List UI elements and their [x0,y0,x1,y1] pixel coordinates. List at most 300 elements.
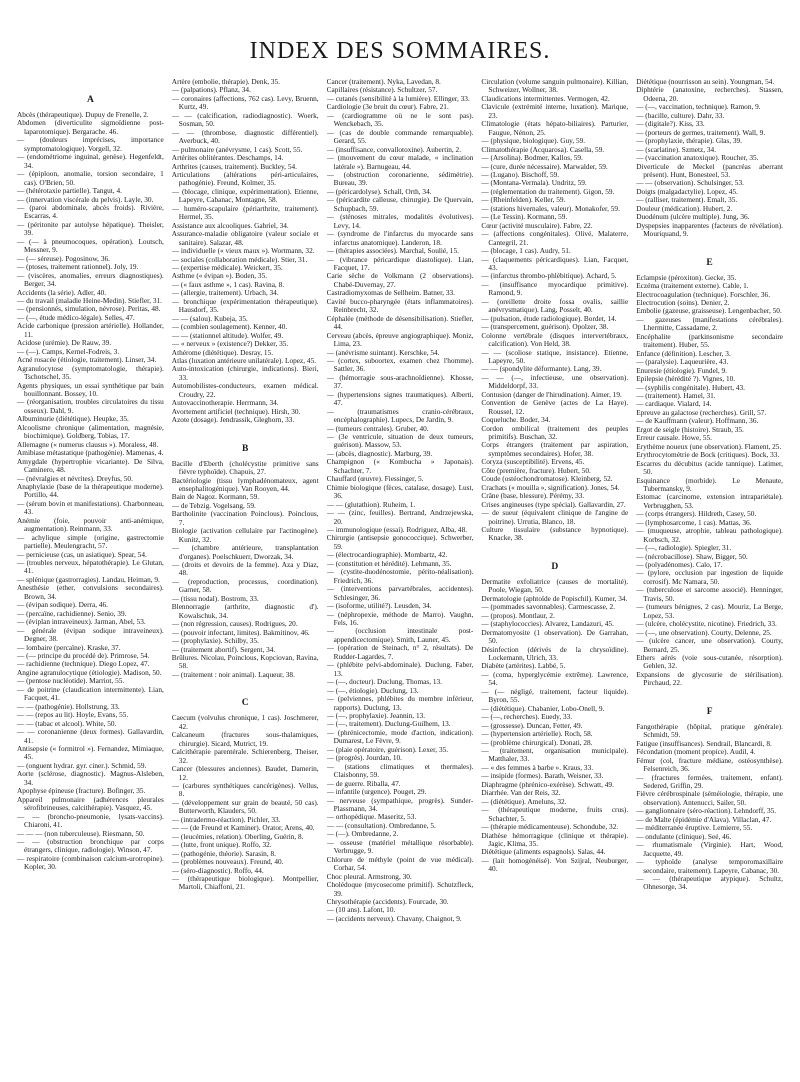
index-entry: — gazeuses (manifestations cérébrales). Lhermitte, Cassadame, 2. [636,314,783,333]
index-entry: — (éviplan intraveineux). Jarman, Abel, 53. [17,617,146,627]
index-entry: — splénique (gastrorragies). Landau, Heiman, 9. [17,574,160,584]
index-entry: Convention de Genève (actes de La Haye). Roussel, 12. [481,398,629,416]
index-entry: — (claquements péricardiques). Lian, Facquet, 43. [481,254,629,272]
index-entry: — (affections congénitales). Olivé, Malaterre, Cantegril, 21. [481,229,629,247]
index-entry: Acide carbonique (pression artérielle). Hollander, 11. [17,321,164,339]
index-entry: Champignon (« Kombucha » Japonais). Schachter, 7. [326,457,474,475]
index-entry: — (— principe du procédé de). Primrose, 54. [17,651,150,661]
index-entry: Artère (embolie, thérapie). Denk, 35. [171,78,280,86]
section-gap [636,688,783,704]
index-entry: Chrysothérapie (accidents). Fourcade, 30. [326,896,449,906]
index-entry: — (pulsation, étude radiologique). Bordet, 14. [481,313,617,323]
index-entry: Electrocoagulation (technique). Forschler, 36. [636,289,771,299]
index-entry: Amibiase métastatique (pathogénie). Mamenas, 4. [17,448,164,458]
index-entry: — (10 ans). Lafont, 10. [326,905,396,915]
index-entry: — du travail (maladie Heine-Medin). Stiefler, 31. [17,295,162,305]
index-entry: — (constitution et hérédité). Lehmann, 35. [326,558,452,568]
index-entry: — (sérum bovin et manifestations). Charbonneau, 43. [17,498,164,517]
index-entry: — (percaïne, rachidienne). Senio, 39. [17,608,127,618]
index-entry: — (stations climatiques et thermales). Claisbonny, 59. [326,761,474,780]
index-entry: Céphalée (méthode de désensibilisation). Stiefler, 44. [326,313,474,332]
index-entry: Anaphylaxie (base de la thérapeutique moderne). Portillo, 44. [17,481,164,500]
index-entry: — (péricardolyse). Schall, Orth, 34. [326,186,432,196]
index-entry: Epreuve au galactose (recherches). Grill, 57. [636,407,767,417]
index-entry: Fatigue (insuffisances). Sendrail, Blancardi, 8. [636,738,772,748]
index-entry: — (transpercement, guérison). Opolzer, 38. [481,322,609,332]
index-entry: Autovaccinotherapie. Herrmann, 34. [171,398,279,408]
index-entry: — (—, étiologie). Duclung, 13. [326,685,419,695]
index-entry: — (traitement abortif). Sergent, 34. [171,644,276,654]
index-entry: Ethers aérés (voie sous-cutanée, résorption). Gehlen, 32. [636,653,783,671]
index-entry: — respiratoire (combinaison calcium-urotropine). Kopler, 30. [17,853,164,872]
index-entry: Diverticule de Meckel (pancréas aberrant présent). Hunt, Bonesteel, 53. [636,161,783,179]
index-entry: Bain de Nagoz. Kormann, 59. [171,492,260,502]
index-entry: — (3e ventricule, situation de deux tumeurs, guérison). Massow, 53. [326,432,474,450]
index-entry: Dermatologie (aphtoïde de Popischil). Kumer, 34. [481,593,628,603]
index-entry: — (isoforme, utilité?). Leusden, 34. [326,601,432,611]
index-entry: — (paroi abdominale, abcès froids). Rivière, Escarras, 4. [17,203,164,221]
index-entry: Atlas (luxation antérieure unilatérale). Lopez, 45. [171,355,317,365]
index-entry: — ganglionnaire (séro-réaction). Lehndorff, 35. [636,806,777,816]
index-entry: Circulation (volume sanguin pulmonaire). Killian, Schweizer, Wollner, 38. [481,78,629,95]
index-entry: Doigts (malgadactylie). Lopez, 45. [636,186,738,196]
index-entry: — (tumeurs bénignes, 2 cas). Mouriz, La Berge, Lopez, 53. [636,602,783,620]
index-entry: Angine agranulocytique (étiologie). Madison, 50. [17,667,162,677]
index-entry: — (diététique). Chabanier, Lobo-Onell, 9. [481,703,605,713]
index-entry: — — (scoliose statique, insistance). Etienne, Lapeyre, 50. [481,347,629,365]
index-entry: Côte (première, fracture). Hubert, 50. [481,465,591,475]
index-entry: — — (zinc, feuilles). Bertrand, Andrzejewska, 20. [326,508,474,526]
index-entry: — (muqueuse, atrophie, tableau pathologique). Korbsch, 32. [636,526,783,544]
index-entry: — (onguent hydrar. gyr. ciner.). Schmid, 59. [17,760,147,770]
index-entry: — (séro-diagnostic). Roffo, 44. [171,865,264,875]
index-entry: — cutanés (sensibilité à la lumière). Ellinger, 33. [326,93,470,103]
index-entry: — — (de Freund et Kaminer). Orator, Arens, 40. [171,823,315,833]
index-entry: Climatothérapie (Acquarosa). Casella, 59. [481,144,605,154]
index-entry: Acidose (urémie). De Rauw, 39. [17,338,112,348]
index-entry: Erythème noueux (une observation). Flament, 25. [636,441,782,451]
index-entry: Athérome (diététique). Desray, 15. [171,347,274,357]
index-entry: — méditerranée éruptive. Lemierre, 55. [636,823,753,833]
index-column-5 [636,78,783,1068]
index-entry: Arthrites (causes, traitement). Buckley, 54. [171,161,297,171]
index-entry: Dermatite exfoliatrice (causes de mortalité). Poole, Wiegan, 50. [481,576,629,595]
index-entry: — — (thrombose, diagnostic différentiel). Averbuck, 40. [171,127,319,146]
index-entry: — — (—, infectieuse, une observation). Middeldorpf, 33. [481,372,629,391]
index-entry: — achylique simple (origine, gastrectomie partielle). Meulengracht, 57. [17,532,164,551]
index-entry: — (épiploon, anomalie, torsion secondaire, 1 cas). O'Brien, 50. [17,169,164,187]
index-entry: — coronaires (affections, 762 cas). Levy, Bruenn, Kurtz, 49. [171,93,319,112]
index-entry: Diabète (artérites). Labbé, 5. [481,661,566,671]
index-entry: — (—, traitement). Duclung-Guilhem, 13. [326,719,451,729]
index-entry: — orthopédique. Maseritz, 53. [326,812,417,822]
index-entry: — (néphropexie, méthode de Marro). Vaughn, Fels, 16. [326,609,474,627]
index-entry: Cancer (traitement). Nyka, Lavedan, 8. [326,78,441,86]
index-entry: Diététique (aliments espagnols). Salas, 44. [481,847,606,857]
index-entry: Expansions de glycosurie de stérilisation). Pirchaud, 22. [636,669,783,688]
index-entry: — (hémorragie sous-arachnoïdienne). Khosse, 37. [326,372,474,391]
index-entry: Désinfection (dérivés de la chrysoïdine). Lockemann, Ulrich, 33. [481,644,629,663]
index-entry: — (oreillette droite fossa ovalis, saillie anévrysmatique). Lang, Posselt, 40. [481,296,629,315]
index-entry: Dyspepsies inapparentes (facteurs de révélation). Mouriquand, 9. [636,220,783,239]
index-column-1 [17,78,164,1068]
index-entry: Fémur (col, fracture médiane, ostéosynthèse). Felsenreich, 36. [636,755,783,774]
index-entry: — « nerveux » (existence?) Dekker, 35. [171,339,289,349]
index-entry: — (phrénicectomie, mode d'action, indication). Dumarest, Le Fèvre, 9. [326,727,474,746]
index-entry: Encéphalite (parkinsonisme secondaire traitement). Huber, 55. [636,331,783,350]
index-entry: — (propos). Montlaur, 2. [481,610,555,620]
index-entry: — de Tebzig. Vogelsang, 59. [171,500,256,510]
index-entry: — (carbures synthétiques cancérigènes). Vellus, 8. [171,781,319,799]
index-entry: Accidents (la série). Adler, 40. [17,287,107,297]
index-entry: Erreur causale. Howe, 55. [636,433,712,443]
index-entry: — — (thérapeutique atypique). Schultz, Ohnesorge, 34. [636,874,783,892]
index-entry: — (— à pneumocoques, opération). Loutsch, Messner, 9. [17,236,164,255]
index-entry: — (thérapeutique biologique). Montpellier, Martoli, Chiaffoni, 21. [171,874,319,892]
page-title: INDEX DES SOMMAIRES. [249,38,551,64]
index-entry: — de Malte (épidémie d'Alava). Villaclan, 47. [636,814,772,824]
index-entry: — (Arsolina). Bodmer, Kallos, 59. [481,153,583,163]
index-entry: — — (obstruction bronchique par corps étrangers, clinique, radiologie). Winson, 47. [17,836,164,855]
index-entry: — (ulcère, cholécystite, nicotine). Friedrich, 33. [636,619,777,629]
index-entry: Cavité bucco-pharyngée (états inflammatoires). Reinbrecht, 32. [326,296,474,315]
index-entry: — (phlébite pelvi-abdominale). Duclung, Faber, 13. [326,660,474,678]
index-entry: Cœur (activité musculaire). Fabre, 22. [481,220,593,230]
index-entry: — « des femmes à barbe ». Kraus, 33. [481,762,594,772]
index-entry: — (Montana-Vermala). Undritz, 59. [481,178,587,188]
section-letter: A [86,95,94,105]
index-entry: — (pommades savonnables). Carmescasse, 2. [481,602,615,612]
index-entry: Capillaires (résistance). Schultzer, 57. [326,85,438,95]
index-entry: Assurance-maladie obligatoire (valeur sociale et sanitaire). Salazar, 48. [171,229,319,247]
index-entry: — (droits et devoirs de la femme). Aza y Diaz, 48. [171,560,319,578]
index-entry: — (hypertensions signes traumatiques). Alberti, 47. [326,389,474,408]
section-letter: B [242,443,249,454]
index-entry: — (obstruction coronarienne, sédimétrie). Bureau, 39. [326,169,474,188]
index-entry: — (thérapies associées). Marchal, Soulié, 15. [326,246,459,256]
section-gap [636,239,783,255]
index-entry: Crises angineuses (type spécial). Gallavardin, 27. [481,499,626,509]
index-entry: — (lymphosarcome, 1 cas). Mattas, 36. [636,517,752,527]
index-entry: — (abcès, diagnostic). Marburg, 39. [326,448,433,458]
index-entry: — (péricardite calleuse, chirurgie). De Quervain, Schupbach, 59. [326,195,474,213]
index-entry: Erythrocytométrie de Bock (critiques). Bock, 33. [636,450,780,460]
index-entry: — — (stationnel altitude). Wolfer, 49. [171,330,284,340]
index-entry: — (ulcère cancer, une observation). Courty, Bernard, 25. [636,636,783,654]
index-entry: Chauffard (œuvre). Fiessinger, 5. [326,474,424,484]
index-entry: — (porteurs de germes, traitement). Wall, 9. [636,127,766,137]
index-entry: — — (salou). Kubeja, 35. [171,313,248,323]
index-entry: — (—, vaccination, technique). Ramon, 9. [636,102,761,112]
index-entry: Embolie (gazeuse, graisseuse). Lengenbacher, 50. [636,306,782,316]
index-entry: — (troubles nerveux, hépatothérapie). Le Glutan, 41. [17,558,164,576]
index-entry: — (bacille, culture). Dahr, 33. [636,110,725,120]
index-entry: Cholédoque (mycosecome primitif). Schutzfleck, 39. [326,880,474,898]
index-entry: — (—, recherches). Euedy, 33. [481,712,573,722]
index-entry: Enuresie (étiologie). Fundel, 9. [636,365,727,375]
index-entry: — (réorganisation, troubles circulatoires du tissu osseux). Dahl, 9. [17,397,164,415]
index-entry: — (pylore, occlusion par ingestion de liquide corrosif). Mc Namara, 50. [636,568,783,586]
index-entry: — — (consultation). Ombredanne, 5. [326,820,436,830]
index-entry: — nerveuse (sympathique, progrès). Sunder-Plassmann, 34. [326,795,474,813]
index-entry: — (endométriome inguinal, genèse). Hegenfeldt, 34. [17,152,164,170]
section-letter: D [551,561,559,572]
index-entry: — (cas de double commande remarquable). Gerard, 55. [326,127,474,146]
index-column-4 [481,78,628,1068]
index-entry: Diarrhée. Van der Reis, 32. [481,788,561,798]
index-entry: Coude (ostéochondromatose). Kleinberg, 52. [481,474,613,484]
index-entry: — (pentose nucléotide). Marriot, 55. [17,676,125,686]
index-entry: — (—, étude médico-légale). Selles, 47. [17,312,135,322]
index-entry: — (vibrance péricardique diastolique). Lian, Facquet, 17. [326,254,474,272]
index-entry: Alcoolisme chronique (alimentation, magnésie, biochimique). Goldberg, Tobias, 17. [17,422,164,441]
index-entry: Fécondation (moment propice). Audil, 4. [636,747,756,757]
index-entry: Douleur (médication). Hubert, 2. [636,203,733,213]
index-entry: — (innervation viscérale du pelvis). Layle, 30. [17,194,154,204]
index-entry: — — (glutathion). Ruheim, 1. [326,499,416,509]
index-entry: — de sueur (équivalent clinique de l'angine de poitrine). Urrutia, Blanco, 18. [481,508,629,526]
index-entry: — (— séreuse). Pogosinow, 36. [17,253,110,263]
index-entry: — (pathogénie, théorie). Sarasin, 8. [171,848,276,858]
index-entry: Claudications intermittentes. Vermogen, 42. [481,93,610,103]
index-entry: Eczéma (traitement externe). Cable, 1. [636,281,749,291]
index-column-3 [327,78,474,1068]
index-entry: — (traitement : noir animal). Laqueur, 38. [171,669,295,679]
index-entry: Calcithérapie parentérale. Schierenberg, Theiser, 32. [171,747,319,765]
index-entry: Diphtérie (anatoxine, recherches). Stassen, Odeena, 20. [636,85,783,103]
index-entry: Cardiologie (3e bruit du cœur). Fabre, 21. [326,102,449,112]
index-entry: — (—, radiologie). Spiegler, 31. [636,543,732,553]
index-entry: — (tumeurs centrales). Gruber, 40. [326,423,429,433]
index-entry: Apophyse épineuse (fracture). Bofinger, 35. [17,786,146,796]
index-entry: Bacille d'Eberth (cholécystite primitive sans fièvre typhoïde). Chapuis, 27. [171,458,319,477]
index-entry: — (anévrisme suintant). Kerschke, 54. [326,347,440,357]
index-entry: Chlorure de méthyle (point de vue médical). Corhar, 54. [326,854,474,873]
index-entry: — (—, docteur). Duclung, Thomas, 13. [326,677,442,687]
index-entry: Appareil pulmonaire (adhérences pleurales sérofibrineuses, calcithérapie). Vasquez, 45. [17,794,164,813]
index-entry: — — (repos au lit). Hoyle, Evans, 55. [17,710,129,720]
index-entry: Climatologie (états hépato-biliaires). Parturier, Faugue, Nénon, 25. [481,119,629,137]
index-entry: — (tissu nodal). Bostrom, 33. [171,593,259,603]
index-entry: — (névralgies et névrites). Dreyfus, 50. [17,473,133,483]
index-entry: — (leucémies, relation). Oberling, Guérin, 8. [171,831,304,841]
index-entry: — (réglementation du traitement). Gigon, 59. [481,186,615,196]
index-entry: Diaphragme (phrénico-exérèse). Schwatt, 49. [481,779,614,789]
index-entry: — rachidienne (technique). Diego Lopez, 47. [17,659,150,669]
index-entry: — (grossesse). Duncan, Fetter, 49. [481,720,583,730]
index-entry: Clavicule (extrémité interne, luxation). Marique, 23. [481,102,629,120]
index-entry: Brûlures. Nicolau, Poinclous, Kopciovan, Ravina, 58. [171,653,319,671]
index-entry: Dermatomyosite (1 observation). De Garrahan, 50. [481,627,629,646]
index-entry: — (thérapeutique moderne, fruits crus). Schachter, 5. [481,805,629,823]
index-entry: — (mouvement du cœur malade, « inclination latérale »). Barnugeau, 44. [326,153,474,171]
index-entry: — (Rheinfelden). Keller, 59. [481,195,566,205]
index-entry: Antisepsie (« formitrol »). Fernandez, Mimiaque, 45. [17,744,164,762]
index-entry: — (stations hivernales, valeur). Monakofer, 59. [481,203,620,213]
index-entry: — (coma, hyperglycémie extrême). Lawrence, 54. [481,669,629,688]
index-entry: — (lutte, front unique). Roffo, 32. [171,840,272,850]
index-entry: Allemagne (« numerus clausus »). Moraless, 48. [17,439,159,449]
index-entry: — de guerre. Riballa, 47. [326,778,401,788]
index-entry: — sociales (collaboration médicale). Stier, 31. [171,254,308,264]
index-entry: Albuminurie (diététique). Heupke, 35. [17,414,129,424]
index-entry: Estomac (carcinome, extension intrapariétale). Verbrugghen, 53. [636,492,783,510]
index-entry: Chimie biologique (fèces, catalase, dosage). Lust, 36. [326,482,474,501]
index-entry: — (infarctus thrombo-phlébitique). Achard, 5. [481,271,617,281]
section-gap [172,679,319,695]
index-entry: — bronchique (expérimentation thérapeutique). Hausdorf, 35. [171,296,319,315]
index-entry: — osseuse (matériel métallique résorbable). Verbrugge, 9. [326,837,474,856]
index-entry: — (traumatismes cranio-cérébraux, encéphalographie). Lupecs, De Jardin, 9. [326,406,474,425]
index-entry: — (hypertension artérielle). Roch, 58. [481,729,593,739]
index-entry: Auto-intoxication (chirurgie, indications). Bieri, 33. [171,364,319,382]
index-entry: — de Kauffmann (valeur). Hoffmann, 36. [636,416,759,426]
index-entry: Enfance (définition). Lescher, 3. [636,348,731,358]
section-letter: E [706,257,713,268]
index-entry: Duodénum (ulcère multiple). Jung, 36. [636,212,750,222]
index-entry: Anémie (foie, pouvoir anti-anémique, augmentation). Reinmann, 33. [17,515,164,534]
index-entry: — (hétérotaxie partielle). Tangut, 4. [17,186,122,196]
index-entry: Castradiomyxomas de Sellheim. Batner, 33. [326,288,455,298]
index-entry: — immunologique (essai). Rodriguez, Alba, 48. [326,525,468,535]
index-entry: — (paralysie). Laqueurière, 43. [636,357,729,367]
index-entry: — (douleurs imprécises, importance symptomatologique). Vorgell, 32. [17,135,164,153]
index-entry: Artérites oblitérantes. Deschamps, 14. [171,153,284,163]
index-entry: Agranulocytose (symptomatologie, thérapie). Tschotschel, 35. [17,363,164,382]
index-entry: — (allergie, traitement). Urbach, 34. [171,288,279,298]
index-entry: Cordon ombilical (traitement des peuples primitifs). Buschan, 32. [481,423,629,442]
section-letter: C [241,698,249,709]
index-entry: — (nécrobacillose). Shaw, Bigger, 50. [636,551,748,561]
index-entry: — — (pathogénie). Hollstrung, 33. [17,701,120,711]
index-entry: — (traitement, organisation municipale). Matthaler, 33. [481,746,629,764]
index-entry: — (corps étrangers). Hildreth, Casey, 50. [636,509,757,519]
index-entry: Electrocution (soins). Denier, 2. [636,297,730,307]
index-entry: Carie sèche de Volkmann (2 observations). Chabé-Duvernay, 27. [326,271,474,289]
index-entry: — (cardiogramme où ne le sont pas). Wenckebach, 35. [326,110,474,129]
index-entry: — (syphilis congénitale). Hubert, 43. [636,382,746,392]
index-entry: Esquinance (morbide). Le Menaute, Tubermansky, 9. [636,475,783,493]
index-entry: Bartholinite (vaccination Poinclous). Poinclous, 7. [171,509,319,527]
index-entry: — pulmonaire (anévrysme, 1 cas). Scott, 55. [171,144,303,154]
index-entry: — — (calcification, radiodiagnostic). Woerk, Sosman, 50. [171,110,319,129]
index-entry: — (lait homogénéisé). Von Szijral, Neuburger, 40. [481,855,629,874]
index-entry: Cerveau (abcès, épreuve angiographique). Moniz, Lima, 23. [326,330,474,349]
index-entry: — (polyadénomes). Calo, 17. [636,560,723,570]
index-entry: Automobilistes-conducteurs, examen médical. Croudry, 22. [171,381,319,399]
index-entry: — (« faux asthme », 1 cas). Ravina, 8. [171,279,285,289]
section-gap [481,543,628,559]
index-entry: — (viscères, anomalies, erreurs diagnostiques). Berger, 34. [17,270,164,289]
index-entry: — (expertise médicale). Weickert, 35. [171,262,283,272]
index-entry: — (non régression, causes). Rodrigues, 20. [171,619,298,629]
index-entry: — (blocage, clinique, expérimentation). Etienne, Lapeyre, Cabanac, Montagne, 58. [171,186,319,205]
index-entry: — (sténoses mitrales, modalités évolutives). Levy, 14. [326,212,474,230]
index-entry: Contusion (danger de l'hirudination). Aimer, 19. [481,389,622,399]
index-column-2 [172,78,319,1068]
section-gap [172,425,319,441]
index-entry: Calcaneum (fractures sous-thalamiques, chirurgie). Sicard, Mutrict, 19. [171,730,319,748]
index-entry: — (ralliser, traitement). Emalt, 35. [636,195,738,205]
index-entry: Choc pleural. Armstrong, 30. [326,871,412,881]
index-entry: Fangothérapie (hôpital, pratique générale). Schmidt, 59. [636,721,783,740]
index-entry: — (tuberculose et sarcome associé). Henninger, Travis, 50. [636,585,783,603]
index-entry: — (progrès). Jourdan, 10. [326,753,402,763]
index-entry: Bactériologie (tissu lymphadénomateux, agent ensephalitogénique). Van Rooyen, 44. [171,475,319,493]
index-entry: — — coronanienne (deux formes). Gallavardin, 41. [17,727,164,745]
index-entry: Caecum (volvulus chronique, 1 cas). Joschmerer, 42. [171,713,319,731]
index-entry: — (problème chirurgical). Donati, 28. [481,737,593,747]
index-entry: Ergot de seigle (histoire). Straub, 35. [636,424,744,434]
index-entry: — de poitrine (claudication intermittente). Lian, Facquet, 41. [17,684,164,703]
index-entry: Diététique (nourrisson au sein). Youngman, 54. [636,78,775,86]
index-entry: — (—). Ombredanne, 2. [326,829,399,839]
index-entry: — infantile (urgence). Pouget, 29. [326,787,427,797]
index-entry: Agents physiques, un essai synthétique par bain bouillonnant. Bossey, 10. [17,380,164,398]
index-entry: — (évipan sodique). Derra, 46. [17,600,108,610]
index-entry: Epilepsie (hérédité ?). Vignes, 10. [636,374,736,384]
index-entry: Assistance aux alcooliques. Gabriel, 34. [171,220,289,230]
index-entry: — (Lugano). Bischoff, 59. [481,169,560,179]
index-entry: — typhoïde (analyse temporomaxillaire secondaire, traitement). Lapeyre, Cabanac, 30. [636,857,783,875]
index-entry: Abdomen (diverticulite sigmoïdienne post-laparotomique). Bergarache. 46. [17,118,164,136]
index-entry: — (prophylaxie). Schilby, 35. [171,636,259,646]
index-entry: Abcès (thérapeutique). Dupuy de Frenelle, 2. [17,110,149,120]
index-entry: Crachats (« mouilla », signification). Jones, 54. [481,482,620,492]
index-entry: — (scarlatine). Szmetz, 34. [636,144,717,154]
index-entry: — (insuffisance, convallotoxine). Aubertin, 2. [326,144,462,154]
index-entry: — (développement sur grain de beauté, 50 cas). Butterworth, Klauders, 50. [171,797,319,816]
index-entry: — (cystite-duodénostomie, périto-néalisation). Friedrich, 36. [326,567,474,585]
index-entry: Articulations (altérations péri-articulaires, pathogénie). Freund, Kolmer, 35. [171,169,319,188]
index-entry: — (interventions parvartébrales, accidentes). Schlesinger, 36. [326,584,474,602]
index-entry: Anesthésie (ether, convulsions secondaires). Brown, 34. [17,583,164,601]
index-entry: Azote (dosage). Jendrassik, Gleghorn, 33. [171,415,295,425]
index-entry: Aorte (sclérose, diagnostic). Magnus-Alsleben, 34. [17,769,164,787]
index-entry: — (combien soulagement). Kenner, 40. [171,322,288,332]
index-entry: Corps étrangers (traitement par aspiration, symptômes secondaires). Hofer, 38. [481,440,629,458]
index-entry: Cancer (blessures anciennes). Baudet, Damerin, 12. [171,764,319,782]
index-entry: Chirurgie (antisepsie gonococcique). Schwerber, 59. [326,533,474,551]
index-entry: — (pelviennes, phlébites du membre inférieur, rapports). Duclung, 13. [326,694,474,712]
index-entry: — (traitement). Hamel, 31. [636,390,716,400]
index-entry: — (péritonite par autolyse hépatique). Theisler, 39. [17,219,164,238]
index-entry: Coryza (susceptibilité). Ervens, 45. [481,457,585,467]
index-entry: — (électrocardiographie). Mombartz, 42. [326,550,448,560]
index-entry: — (plaie opératoire, guérison). Lexer, 35. [326,744,449,754]
index-entry: — (prophylaxie, thérapie). Glas, 39. [636,136,742,146]
index-entry: — (accidents nerveux). Chavany, Chaignot, 9. [326,913,462,923]
index-entry: — — (tabac et alcool). White, 50. [17,718,117,728]
index-entry: — (pensionnés, simulation, névrose). Peritas, 48. [17,304,161,314]
index-entry: — (syndrome de l'infarctus du myocarde sans infarctus anatomique). Landeron, 18. [326,229,474,247]
index-entry: — (—, une observation). Courty, Delenne, 25. [636,627,772,637]
index-entry: — cardiaque. Vialard, 14. [636,399,712,409]
index-entry: — — (spondylite déformante). Lang, 39. [481,364,602,374]
index-entry: — (reproduction, processus, coordination). Garner, 58. [171,576,319,595]
index-entry: Fièvre cérébrospinale (séméiologie, thérapie, une observation). Antenucci, Sailer, 50. [636,789,783,807]
index-entry: — (fractures fermées, traitement, enfant). Sedered, Griffin, 29. [636,772,783,791]
index-entry: — — (observation). Schulsinger, 53. [636,178,744,188]
index-entry: — générale (évipan sodique intraveineux). Degner, 38. [17,625,164,644]
index-entry: — (ptoses, traitement rationnel). Joly, 19. [17,262,139,272]
index-entry: — (insuffisance myocardique primitive). Ramond, 9. [481,279,629,298]
index-entry: Biologie (activation cellulaire par l'actinogène). Kunitz, 32. [171,526,319,544]
index-entry: Asthme (« évipan »). Boden, 35. [171,271,268,281]
index-entry: — ondulante (clinique). Seé, 46. [636,831,732,841]
index-entry: — humérо-scapulaire (périarthrite, traitement). Hermel, 35. [171,203,319,222]
index-entry: — (palpations). Pflanz, 34. [171,85,251,95]
